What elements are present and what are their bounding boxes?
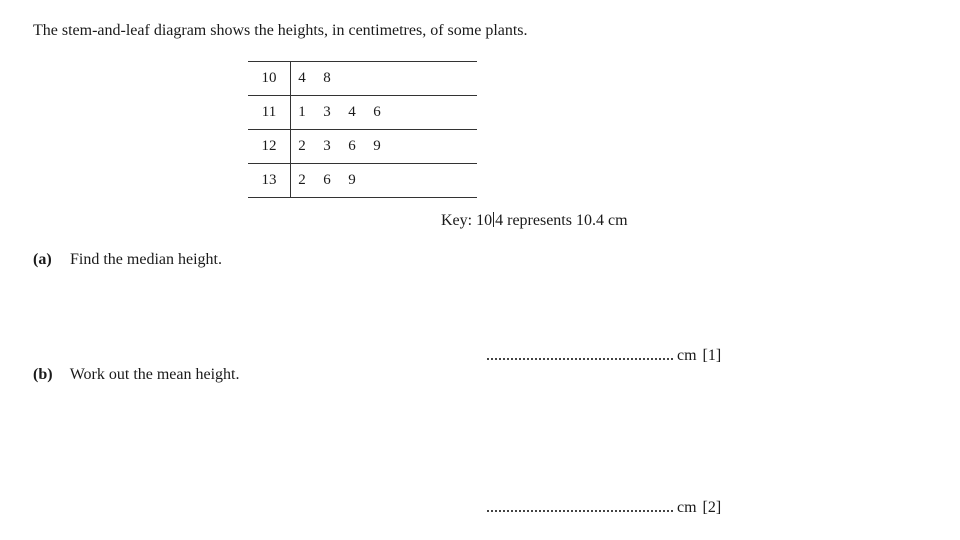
part-b-answer-line[interactable] <box>487 499 721 517</box>
leaf: 6 <box>373 104 381 120</box>
leaf: 4 <box>348 104 356 120</box>
leaf: 3 <box>323 104 331 120</box>
key-separator <box>493 212 494 227</box>
leaf: 9 <box>373 138 381 154</box>
part-a-unit: cm <box>677 347 697 364</box>
leaf: 2 <box>298 172 306 188</box>
leaf: 6 <box>323 172 331 188</box>
diagram-row <box>248 61 477 95</box>
part-b <box>33 366 240 384</box>
stem-and-leaf-diagram <box>248 61 477 198</box>
key-leaf: 4 <box>495 212 504 229</box>
leaf: 1 <box>298 104 306 120</box>
key-prefix: Key: <box>441 212 473 229</box>
leaf: 8 <box>323 70 331 86</box>
part-a-label: (a) <box>33 251 52 268</box>
intro-text: The stem-and-leaf diagram shows the heights, in centimetres, of some plants. <box>33 22 528 39</box>
diagram-key <box>441 212 628 230</box>
key-suffix: represents 10.4 cm <box>507 212 628 229</box>
leaf: 4 <box>298 70 306 86</box>
stem: 10 <box>248 62 291 95</box>
part-b-label: (b) <box>33 366 53 383</box>
answer-dots[interactable] <box>487 348 673 360</box>
stem: 13 <box>248 164 291 197</box>
diagram-row <box>248 95 477 129</box>
part-b-unit: cm <box>677 499 697 516</box>
leaf: 6 <box>348 138 356 154</box>
key-stem: 10 <box>476 212 493 229</box>
answer-dots[interactable] <box>487 500 673 512</box>
part-a <box>33 251 222 269</box>
part-b-question: Work out the mean height. <box>69 366 240 383</box>
leaf: 9 <box>348 172 356 188</box>
diagram-row <box>248 129 477 163</box>
stem: 12 <box>248 130 291 163</box>
part-a-answer-line[interactable] <box>487 347 721 365</box>
part-b-marks: [2] <box>702 499 722 516</box>
part-a-question: Find the median height. <box>70 251 222 268</box>
stem: 11 <box>248 96 291 129</box>
diagram-row <box>248 163 477 198</box>
leaf: 2 <box>298 138 306 154</box>
part-a-marks: [1] <box>702 347 722 364</box>
leaf: 3 <box>323 138 331 154</box>
